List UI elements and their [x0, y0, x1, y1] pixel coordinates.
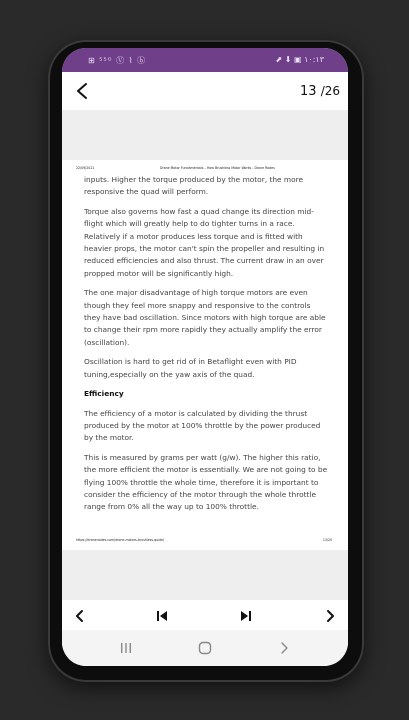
app-bar: [62, 72, 348, 110]
home-icon: [197, 640, 213, 656]
first-page-button[interactable]: [154, 608, 170, 624]
recent-apps-button[interactable]: [118, 640, 134, 656]
current-page: 13: [300, 84, 317, 99]
status-right-info: ⬈ ⬇ ▣ ١٠:١٣: [275, 55, 324, 64]
paragraph: Torque also governs how fast a quad change its direction mid-flight which will greatly help to do tighter turns in a race. Relatively if a motor produces less torque and is fitted with heavier props, the motor can't spin the propeller and resulting in reduced efficiencies and also thrust. The current draw in an over propped motor will be significantly high.: [84, 206, 325, 278]
recents-icon: [118, 640, 134, 656]
skip-previous-icon: [154, 608, 170, 624]
page-indicator: [300, 84, 340, 99]
total-pages: /26: [320, 84, 340, 98]
screen: [62, 48, 348, 666]
pdf-page: [62, 160, 348, 550]
system-back-button[interactable]: [276, 640, 292, 656]
pdf-header-date: 22/09/2021: [76, 166, 95, 170]
paragraph: The one major disadvantage of high torque motors are even though they feel more snappy and responsive to the controls they have bad oscillation. Since motors with high torque are able to change their rpm more rapidly they actually amplify the error (oscillation).: [84, 288, 326, 347]
pdf-viewer[interactable]: [62, 110, 348, 600]
status-bar: [62, 48, 348, 72]
next-page-button[interactable]: [322, 608, 338, 624]
pdf-footer-page: 13/20: [322, 538, 332, 542]
system-nav-bar: [62, 630, 348, 666]
chevron-left-icon: [72, 608, 88, 624]
nav-back-icon: [276, 640, 292, 656]
paragraph: This is measured by grams per watt (g/w). The higher this ratio, the more efficient the motor is essentially. We are not going to be flying 100% throttle the whole time, therefore it is important to consider the efficiency of the motor through the whole throttle range from 0% all the way up to 100% throttle.: [84, 452, 328, 512]
section-heading: Efficiency: [84, 389, 124, 399]
last-page-button[interactable]: [238, 608, 254, 624]
chevron-right-icon: [322, 608, 338, 624]
paragraph: inputs. Higher the torque produced by the motor, the more responsive the quad will perform.: [84, 175, 304, 197]
back-arrow-icon: [72, 80, 94, 102]
home-button[interactable]: [197, 640, 213, 656]
back-button[interactable]: [72, 80, 94, 102]
page-controls: [62, 600, 348, 630]
paragraph: The efficiency of a motor is calculated by dividing the thrust produced by the motor at 100% throttle by the power produced by the motor.: [84, 408, 321, 443]
status-left-icons: ⊞ ⁵⁵ᴳ Ⓥ ⌇ ⓑ: [88, 56, 147, 65]
previous-page-button[interactable]: [72, 608, 88, 624]
paragraph: Oscillation is hard to get rid of in Betaflight even with PID tuning,especially on the yaw axis of the quad.: [84, 357, 297, 379]
pdf-footer-url: https://dronenodes.com/drone-motors-brushless-guide/: [76, 538, 165, 542]
pdf-header-title: Drone Motor Fundamentals – How Brushless Motor Works - Drone Rodes: [160, 166, 275, 170]
skip-next-icon: [238, 608, 254, 624]
pdf-content: [84, 174, 328, 521]
